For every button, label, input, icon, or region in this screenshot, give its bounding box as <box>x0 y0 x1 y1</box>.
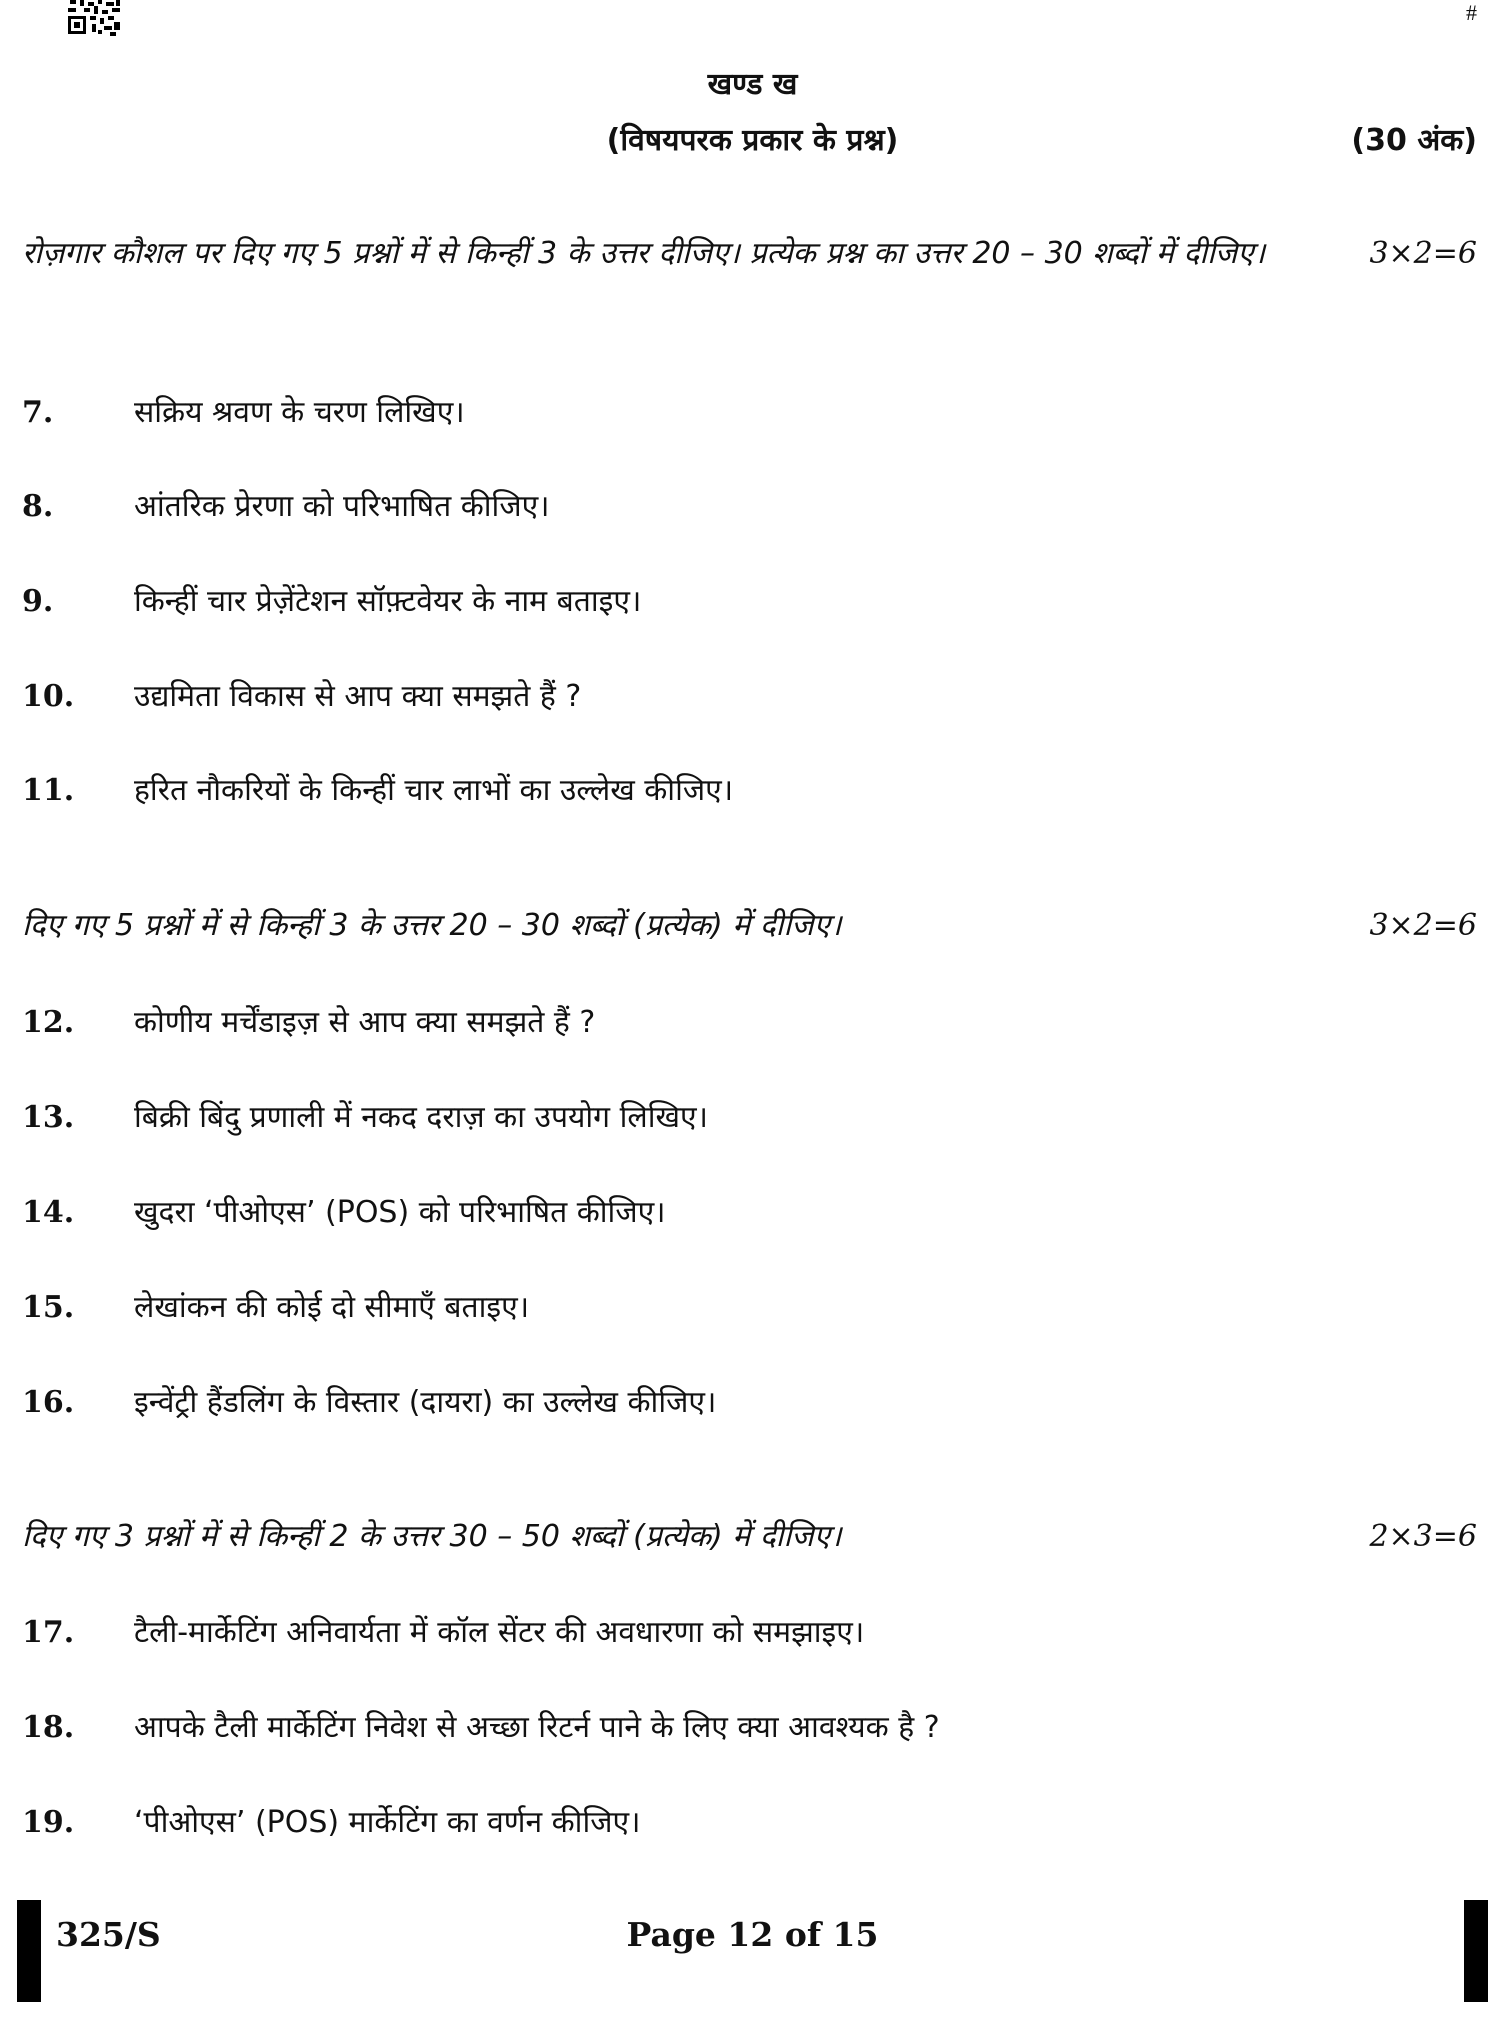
instruction-text: दिए गए 5 प्रश्नों में से किन्हीं 3 के उत्तर 20 – 30 शब्दों (प्रत्येक) में दीजिए। <box>22 908 842 943</box>
question-number: 18. <box>22 1710 75 1745</box>
question-text: हरित नौकरियों के किन्हीं चार लाभों का उल्लेख कीजिए। <box>134 773 734 808</box>
question-text: उद्यमिता विकास से आप क्या समझते हैं ? <box>134 679 582 714</box>
group-1-instruction <box>22 222 1477 286</box>
question-number: 11. <box>22 773 75 808</box>
page-number: Page 12 of 15 <box>626 1915 879 1954</box>
marks-label: 3×2=6 <box>1369 236 1477 271</box>
corner-mark: # <box>1466 0 1477 25</box>
group-3-instruction <box>22 1505 1477 1569</box>
question-item <box>22 1705 940 1746</box>
question-text: कोणीय मर्चेंडाइज़ से आप क्या समझते हैं ? <box>134 1005 596 1040</box>
question-item <box>22 1380 716 1421</box>
question-item <box>22 674 581 715</box>
section-title: खण्ड ख <box>707 67 798 102</box>
question-text: आंतरिक प्रेरणा को परिभाषित कीजिए। <box>134 489 550 524</box>
question-text: ‘पीओएस’ (POS) मार्केटिंग का वर्णन कीजिए। <box>134 1805 641 1840</box>
question-number: 16. <box>22 1385 75 1420</box>
question-text: लेखांकन की कोई दो सीमाएँ बताइए। <box>134 1290 530 1325</box>
question-text: आपके टैली मार्केटिंग निवेश से अच्छा रिटर्न पाने के लिए क्या आवश्यक है ? <box>134 1710 940 1745</box>
question-text: किन्हीं चार प्रेज़ेंटेशन सॉफ़्टवेयर के नाम बताइए। <box>134 584 642 619</box>
question-text: बिक्री बिंदु प्रणाली में नकद दराज़ का उपयोग लिखिए। <box>134 1100 708 1135</box>
question-number: 7. <box>22 395 54 430</box>
marks-label: 3×2=6 <box>1369 908 1477 943</box>
group-2-instruction <box>22 894 1477 958</box>
question-item <box>22 390 465 431</box>
question-item <box>22 1190 666 1231</box>
question-number: 12. <box>22 1005 75 1040</box>
question-number: 14. <box>22 1195 75 1230</box>
question-item <box>22 1095 708 1136</box>
section-marks: (30 अंक) <box>1351 123 1477 158</box>
question-number: 15. <box>22 1290 75 1325</box>
question-item <box>22 768 733 809</box>
section-subtitle: (विषयपरक प्रकार के प्रश्न) <box>606 123 899 158</box>
marks-label: 2×3=6 <box>1369 1519 1477 1554</box>
instruction-text: रोज़गार कौशल पर दिए गए 5 प्रश्नों में से किन्हीं 3 के उत्तर दीजिए। प्रत्येक प्रश्न का उत्तर 20 – 30 शब्दों में दीजिए। <box>22 236 1266 271</box>
question-item <box>22 1610 864 1651</box>
question-item <box>22 484 550 525</box>
question-number: 10. <box>22 679 75 714</box>
question-text: खुदरा ‘पीओएस’ (POS) को परिभाषित कीजिए। <box>134 1195 666 1230</box>
question-text: सक्रिय श्रवण के चरण लिखिए। <box>134 395 465 430</box>
question-item <box>22 579 641 620</box>
question-number: 8. <box>22 489 54 524</box>
question-item <box>22 1800 640 1841</box>
question-item <box>22 1285 529 1326</box>
question-text: इन्वेंट्री हैंडलिंग के विस्तार (दायरा) का उल्लेख कीजिए। <box>134 1385 717 1420</box>
question-number: 13. <box>22 1100 75 1135</box>
qr-code-icon <box>66 0 124 36</box>
paper-code: 325/S <box>56 1915 161 1954</box>
question-number: 19. <box>22 1805 75 1840</box>
instruction-text: दिए गए 3 प्रश्नों में से किन्हीं 2 के उत्तर 30 – 50 शब्दों (प्रत्येक) में दीजिए। <box>22 1519 842 1554</box>
question-text: टैली-मार्केटिंग अनिवार्यता में कॉल सेंटर की अवधारणा को समझाइए। <box>134 1615 865 1650</box>
question-number: 9. <box>22 584 54 619</box>
question-item <box>22 1000 595 1041</box>
question-number: 17. <box>22 1615 75 1650</box>
